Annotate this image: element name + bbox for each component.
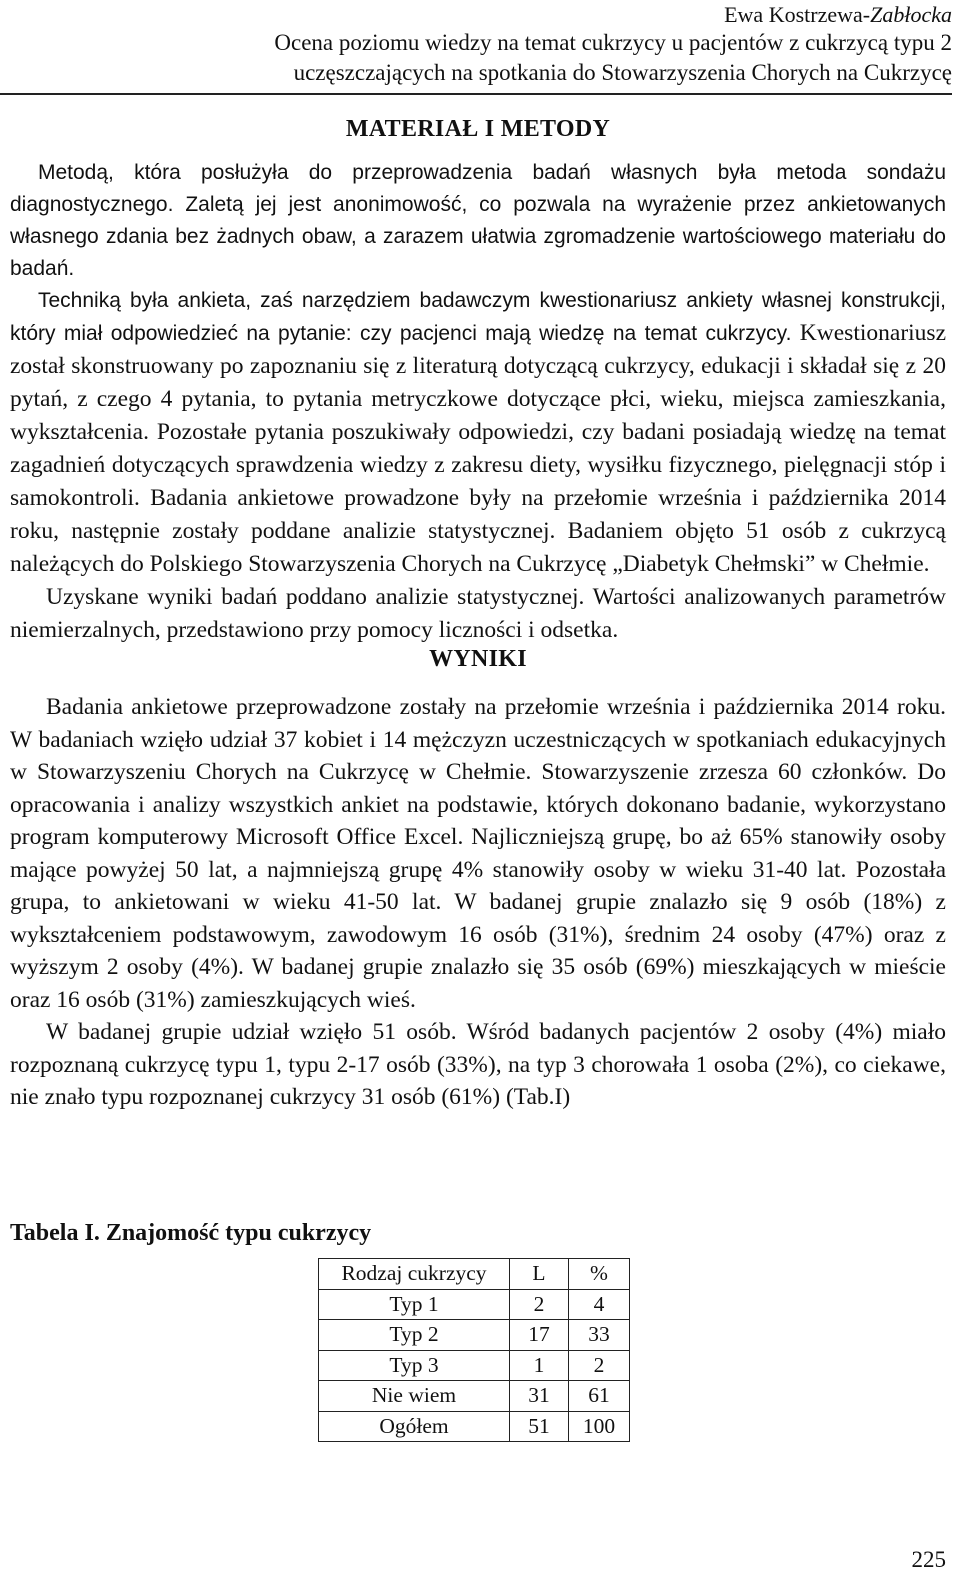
table-cell: 17 [510, 1320, 569, 1351]
page-body [10, 116, 946, 1114]
table-cell: Typ 2 [319, 1320, 510, 1351]
table-cell: 31 [510, 1381, 569, 1412]
table-header-row [319, 1259, 630, 1290]
table-row [319, 1411, 630, 1442]
header-title-line-1: Ocena poziomu wiedzy na temat cukrzycy u pacjentów z cukrzycą typu 2 [274, 30, 952, 55]
table-header-cell: % [569, 1259, 630, 1290]
methods-paragraph-2-sans: Techniką była ankieta, zaś narzędziem badawczym kwestionariusz ankiety własnej konstrukcji, który miał odpowiedzieć na pytanie: czy pacjenci mają wiedzę na temat cukrzycy. [10, 289, 946, 345]
table-cell: Typ 1 [319, 1289, 510, 1320]
author-name: Ewa Kostrzewa- [724, 2, 871, 27]
table-cell: 61 [569, 1381, 630, 1412]
methods-paragraph-3: Uzyskane wyniki badań poddano analizie statystycznej. Wartości analizowanych parametrów niemierzalnych, przedstawiono przy pomocy liczności i odsetka. [10, 584, 946, 643]
running-header [0, 0, 952, 88]
table-cell: 1 [510, 1350, 569, 1381]
header-divider [0, 93, 952, 95]
table-cell: 33 [569, 1320, 630, 1351]
table-cell: Typ 3 [319, 1350, 510, 1381]
table-row [319, 1381, 630, 1412]
table-cell: 4 [569, 1289, 630, 1320]
table-cell: 2 [510, 1289, 569, 1320]
methods-section [10, 157, 946, 646]
methods-paragraph-2-serif: Kwestionariusz został skonstruowany po zapoznaniu się z literaturą dotyczącą cukrzycy, edukacji i składał się z 20 pytań, z czego 4 pytania, to pytania metryczkowe dotyczące płci, wieku, miejsca zamieszkania, wykształcenia. Pozostałe pytania poszukiwały odpowiedzi, czy badani posiadają wiedzę na temat zagadnień dotyczących sprawdzenia wiedzy z zakresu diety, wysiłku fizycznego, pielęgnacji stóp i samokontroli. Badania ankietowe prowadzone były na przełomie września i października 2014 roku, następnie zostały poddane analizie statystycznej. Badaniem objęto 51 osób z cukrzycą należących do Polskiego Stowarzyszenia Chorych na Cukrzycę „Diabetyk Chełmski” w Chełmie. [10, 320, 946, 577]
table-row [319, 1320, 630, 1351]
table-caption: Tabela I. Znajomość typu cukrzycy [10, 1220, 372, 1246]
table-row [319, 1289, 630, 1320]
table-cell: 51 [510, 1411, 569, 1442]
table-cell: 100 [569, 1411, 630, 1442]
table-cell: Ogółem [319, 1411, 510, 1442]
table-header-cell: Rodzaj cukrzycy [319, 1259, 510, 1290]
methods-heading: MATERIAŁ I METODY [345, 116, 611, 142]
table-cell: Nie wiem [319, 1381, 510, 1412]
table-header-cell: L [510, 1259, 569, 1290]
table-cell: 2 [569, 1350, 630, 1381]
page-number: 225 [911, 1547, 946, 1572]
results-paragraph-2: W badanej grupie udział wzięło 51 osób. Wśród badanych pacjentów 2 osoby (4%) miało rozpoznaną cukrzycę typu 1, typu 2-17 osób (33%), na typ 3 chorowała 1 osoba (2%), co ciekawe, nie znało typu rozpoznanej cukrzycy 31 osób (61%) (Tab.I) [10, 1019, 946, 1110]
results-paragraph-1: Badania ankietowe przeprowadzone zostały na przełomie września i października 2014 roku. W badaniach wzięło udział 37 kobiet i 14 mężczyzn uczestniczących w spotkaniach edukacyjnych w Stowarzyszeniu Chorych na Cukrzycę w Chełmie. Stowarzyszenie zrzesza 60 członków. Do opracowania i analizy wszystkich ankiet na podstawie, których dokonano badanie, wykorzystano program komputerowy Microsoft Office Excel. Najliczniejszą grupę, bo aż 65% stanowiły osoby mające powyżej 50 lat, a najmniejszą grupę 4% stanowiły osoby w wieku 31-40 lat. Pozostała grupa, to ankietowani w wieku 41-50 lat. W badanej grupie znalazło się 9 osób (18%) z wykształceniem podstawowym, zawodowym 16 osób (31%), średnim 24 osoby (47%) oraz z wyższym 2 osoby (4%). W badanej grupie znalazło się 35 osób (69%) mieszkających w mieście oraz 16 osób (31%) zamieszkujących wieś. [10, 694, 946, 1013]
methods-paragraph-2 [10, 285, 946, 581]
author-name-italic: Zabłocka [870, 2, 952, 27]
diabetes-type-table [318, 1258, 630, 1442]
results-section [10, 691, 946, 1114]
header-title-line-2: uczęszczających na spotkania do Stowarzyszenia Chorych na Cukrzycę [293, 60, 952, 85]
results-heading: WYNIKI [429, 646, 527, 672]
header-author [0, 2, 952, 28]
table-row [319, 1350, 630, 1381]
methods-paragraph-1: Metodą, która posłużyła do przeprowadzenia badań własnych była metoda sondażu diagnostycznego. Zaletą jej jest anonimowość, co pozwala na wyrażenie przez ankietowanych własnego zdania bez żadnych obaw, a zarazem ułatwia zgromadzenie wartościowego materiału do badań. [10, 161, 946, 280]
